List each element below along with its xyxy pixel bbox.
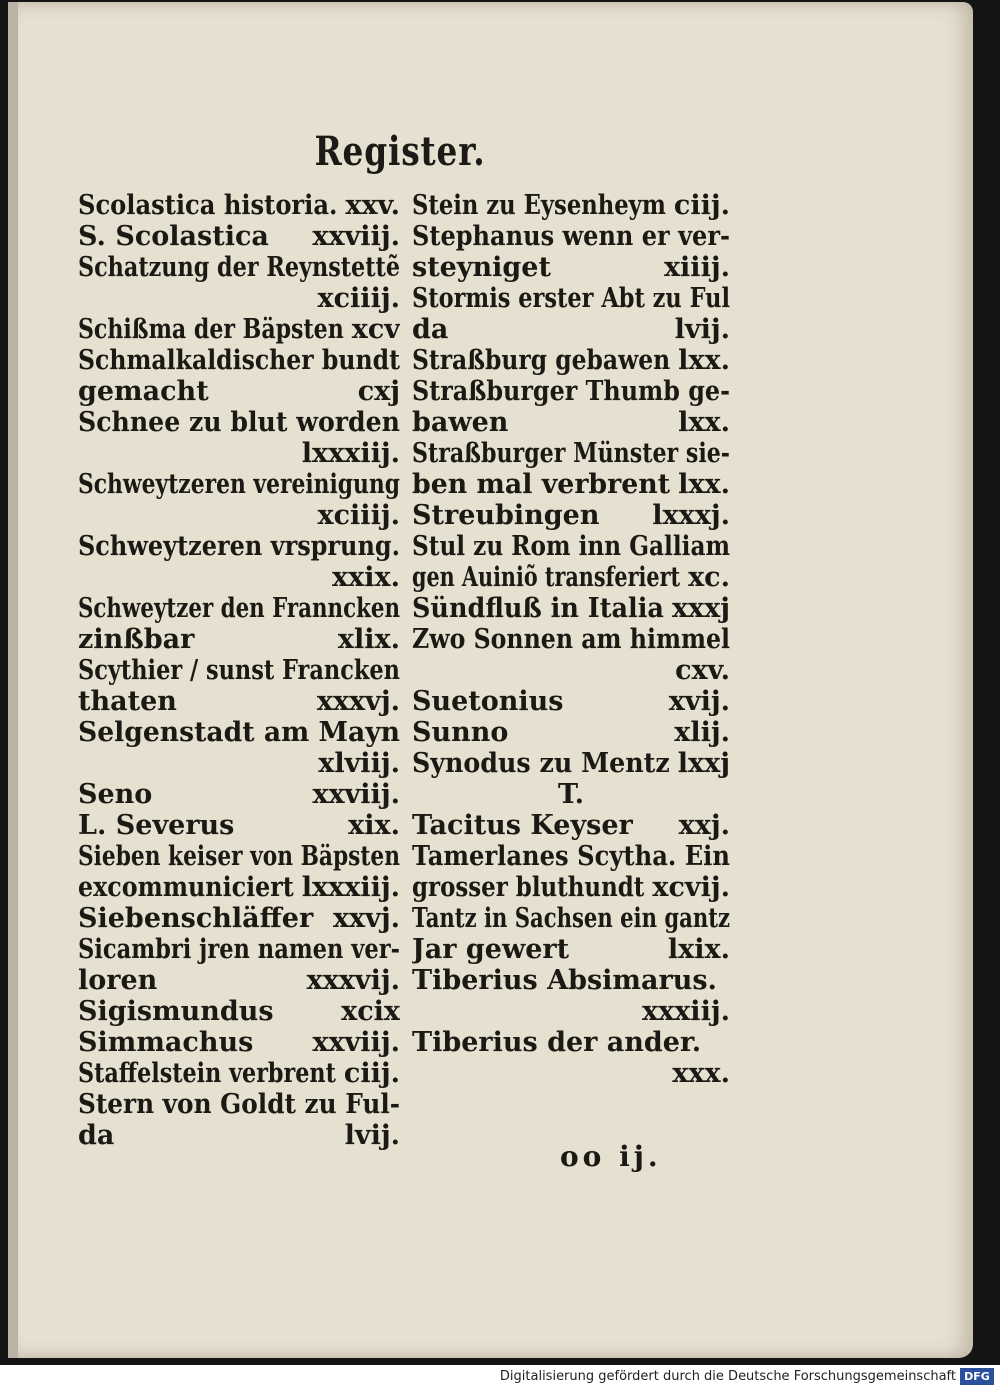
entry-reference: xvij. — [668, 686, 730, 717]
entry-reference: xxx. — [672, 1058, 730, 1089]
register-entry — [412, 500, 730, 531]
entry-term: gen Auiniõ transferiert — [412, 562, 681, 593]
funding-credit: Digitalisierung gefördert durch die Deutsche Forschungsgemeinschaft — [499, 1369, 956, 1384]
register-entry — [412, 903, 730, 934]
register-entry — [412, 531, 730, 562]
entry-reference: xcvij. — [652, 872, 730, 903]
entry-reference: lxxxiij. — [301, 438, 400, 469]
register-entry — [412, 624, 730, 655]
entry-term: Selgenstadt am Mayn — [78, 717, 400, 748]
register-entry — [412, 717, 730, 748]
register-entry — [78, 345, 400, 376]
folio-number: oo ij. — [560, 1140, 662, 1173]
entry-term: Stephanus wenn er ver- — [412, 221, 730, 252]
register-entry — [78, 438, 400, 469]
entry-term: Seno — [78, 779, 153, 810]
entry-reference: xxxiij. — [642, 996, 730, 1027]
entry-term: Jar gewert — [412, 934, 570, 965]
register-entry — [412, 190, 730, 221]
entry-term: Tiberius Absimarus. — [412, 965, 717, 996]
entry-term: Sigismundus — [78, 996, 274, 1027]
entry-term: Streubingen — [412, 500, 600, 531]
register-entry — [78, 748, 400, 779]
entry-term: L. Severus — [78, 810, 235, 841]
entry-reference: cxj — [357, 376, 400, 407]
entry-term: Stein zu Eysenheym — [412, 190, 666, 221]
register-entry — [412, 376, 730, 407]
register-entry — [78, 934, 400, 965]
entry-reference: xlix. — [337, 624, 400, 655]
register-entry — [78, 624, 400, 655]
page-heading: Register. — [314, 128, 486, 175]
entry-term: Tacitus Keyser — [412, 810, 633, 841]
entry-reference: xxxvj. — [316, 686, 400, 717]
entry-reference: xxj. — [678, 810, 730, 841]
register-entry — [78, 500, 400, 531]
entry-term: Stul zu Rom inn Galliam — [412, 531, 730, 562]
entry-term: Tantz in Sachsen ein gantz — [412, 903, 730, 934]
entry-term: Synodus zu Mentz — [412, 748, 670, 779]
register-entry — [412, 593, 730, 624]
entry-term: Tamerlanes Scytha. Ein — [412, 841, 730, 872]
entry-term: Schweytzeren vereinigung — [78, 469, 400, 500]
page-gutter — [8, 2, 18, 1358]
entry-term: Stern von Goldt zu Ful- — [78, 1089, 400, 1120]
entry-term: Suetonius — [412, 686, 564, 717]
entry-reference: xcv — [351, 314, 400, 345]
dfg-logo: DFG — [960, 1368, 994, 1385]
entry-reference: xxviij. — [312, 1027, 400, 1058]
register-right-column — [412, 190, 730, 1089]
entry-term: Stormis erster Abt zu Ful — [412, 283, 730, 314]
entry-reference: xlviij. — [318, 748, 400, 779]
register-entry — [78, 1058, 400, 1089]
entry-reference: xiiij. — [663, 252, 730, 283]
entry-reference: xlij. — [674, 717, 730, 748]
entry-term: bawen — [412, 407, 509, 438]
entry-term: Straßburger Münster sie- — [412, 438, 730, 469]
entry-term: Schmalkaldischer bundt — [78, 345, 400, 376]
register-entry — [78, 407, 400, 438]
entry-term: S. Scolastica — [78, 221, 269, 252]
register-entry — [412, 1058, 730, 1089]
register-entry — [412, 283, 730, 314]
register-entry — [412, 469, 730, 500]
entry-reference: lxx. — [678, 345, 730, 376]
entry-term: Scythier / sunst Francken — [78, 655, 400, 686]
entry-reference: lvij. — [674, 314, 730, 345]
entry-reference: xc. — [688, 562, 730, 593]
entry-term: Schißma der Bäpsten — [78, 314, 344, 345]
entry-term: zinßbar — [78, 624, 195, 655]
register-entry — [78, 221, 400, 252]
entry-reference: xxvj. — [332, 903, 400, 934]
entry-reference: xciiij. — [317, 500, 400, 531]
register-entry — [78, 686, 400, 717]
entry-term: Straßburg gebawen — [412, 345, 671, 376]
entry-term: Sieben keiser von Bäpsten — [78, 841, 400, 872]
register-entry — [412, 562, 730, 593]
entry-term: Staffelstein verbrent — [78, 1058, 336, 1089]
register-left-column — [78, 190, 400, 1151]
register-entry — [78, 252, 400, 283]
register-entry — [78, 190, 400, 221]
entry-reference: xciiij. — [317, 283, 400, 314]
entry-term: Schweytzeren vrsprung. — [78, 531, 400, 562]
register-entry — [412, 779, 730, 810]
register-entry — [78, 562, 400, 593]
register-entry — [412, 655, 730, 686]
entry-term: Schnee zu blut worden — [78, 407, 400, 438]
register-entry — [412, 965, 730, 996]
register-entry — [412, 841, 730, 872]
register-entry — [412, 748, 730, 779]
entry-term: da — [412, 314, 449, 345]
register-entry — [78, 593, 400, 624]
entry-term: Siebenschläffer — [78, 903, 314, 934]
entry-reference: lxix. — [667, 934, 730, 965]
entry-term: Tiberius der ander. — [412, 1027, 702, 1058]
entry-term: Sicambri jren namen ver- — [78, 934, 400, 965]
register-entry — [78, 1120, 400, 1151]
entry-reference: lxx. — [678, 407, 730, 438]
entry-reference: xxv. — [345, 190, 400, 221]
entry-reference: lxxxiij. — [301, 872, 400, 903]
register-entry — [412, 686, 730, 717]
register-entry — [412, 221, 730, 252]
register-entry — [78, 469, 400, 500]
entry-reference: lxxxj. — [652, 500, 730, 531]
register-entry — [412, 345, 730, 376]
entry-term: Straßburger Thumb ge- — [412, 376, 730, 407]
entry-reference: xix. — [348, 810, 400, 841]
entry-reference: xxviij. — [312, 779, 400, 810]
register-entry — [78, 872, 400, 903]
entry-reference: xxix. — [332, 562, 400, 593]
entry-reference: xcix — [341, 996, 400, 1027]
entry-term: Simmachus — [78, 1027, 254, 1058]
entry-reference: lxxj — [677, 748, 730, 779]
register-entry — [78, 655, 400, 686]
register-entry — [412, 810, 730, 841]
register-entry — [412, 934, 730, 965]
entry-term: gemacht — [78, 376, 209, 407]
entry-term: Sündfluß in Italia — [412, 593, 664, 624]
register-entry — [78, 314, 400, 345]
entry-reference: xxxj — [671, 593, 730, 624]
entry-reference: xxxvij. — [306, 965, 400, 996]
register-entry — [412, 438, 730, 469]
entry-term: loren — [78, 965, 158, 996]
register-entry — [412, 252, 730, 283]
entry-reference: ciij. — [673, 190, 730, 221]
register-entry — [412, 407, 730, 438]
entry-term: Scolastica historia. — [78, 190, 338, 221]
register-entry — [78, 717, 400, 748]
entry-reference: ciij. — [343, 1058, 400, 1089]
entry-term: da — [78, 1120, 115, 1151]
entry-reference: lxx. — [678, 469, 730, 500]
section-letter: T. — [557, 779, 584, 810]
entry-term: Schatzung der Reynstettẽ — [78, 252, 400, 283]
register-entry — [412, 996, 730, 1027]
entry-term: Schweytzer den Franncken — [78, 593, 400, 624]
register-entry — [78, 1089, 400, 1120]
register-entry — [412, 314, 730, 345]
register-entry — [78, 996, 400, 1027]
register-entry — [78, 841, 400, 872]
register-entry — [78, 965, 400, 996]
register-entry — [412, 872, 730, 903]
register-entry — [78, 903, 400, 934]
entry-term: steyniget — [412, 252, 551, 283]
register-entry — [78, 779, 400, 810]
entry-term: ben mal verbrent — [412, 469, 671, 500]
footer-bar — [0, 1365, 1000, 1390]
register-entry — [78, 283, 400, 314]
register-entry — [78, 376, 400, 407]
register-entry — [78, 531, 400, 562]
register-entry — [78, 1027, 400, 1058]
entry-reference: xxviij. — [312, 221, 400, 252]
entry-term: Zwo Sonnen am himmel — [412, 624, 730, 655]
register-entry — [412, 1027, 730, 1058]
entry-reference: lvij. — [344, 1120, 400, 1151]
entry-reference: cxv. — [675, 655, 730, 686]
entry-term: thaten — [78, 686, 177, 717]
entry-term: Sunno — [412, 717, 509, 748]
entry-term: excommuniciert — [78, 872, 294, 903]
entry-term: grosser bluthundt — [412, 872, 645, 903]
register-entry — [78, 810, 400, 841]
